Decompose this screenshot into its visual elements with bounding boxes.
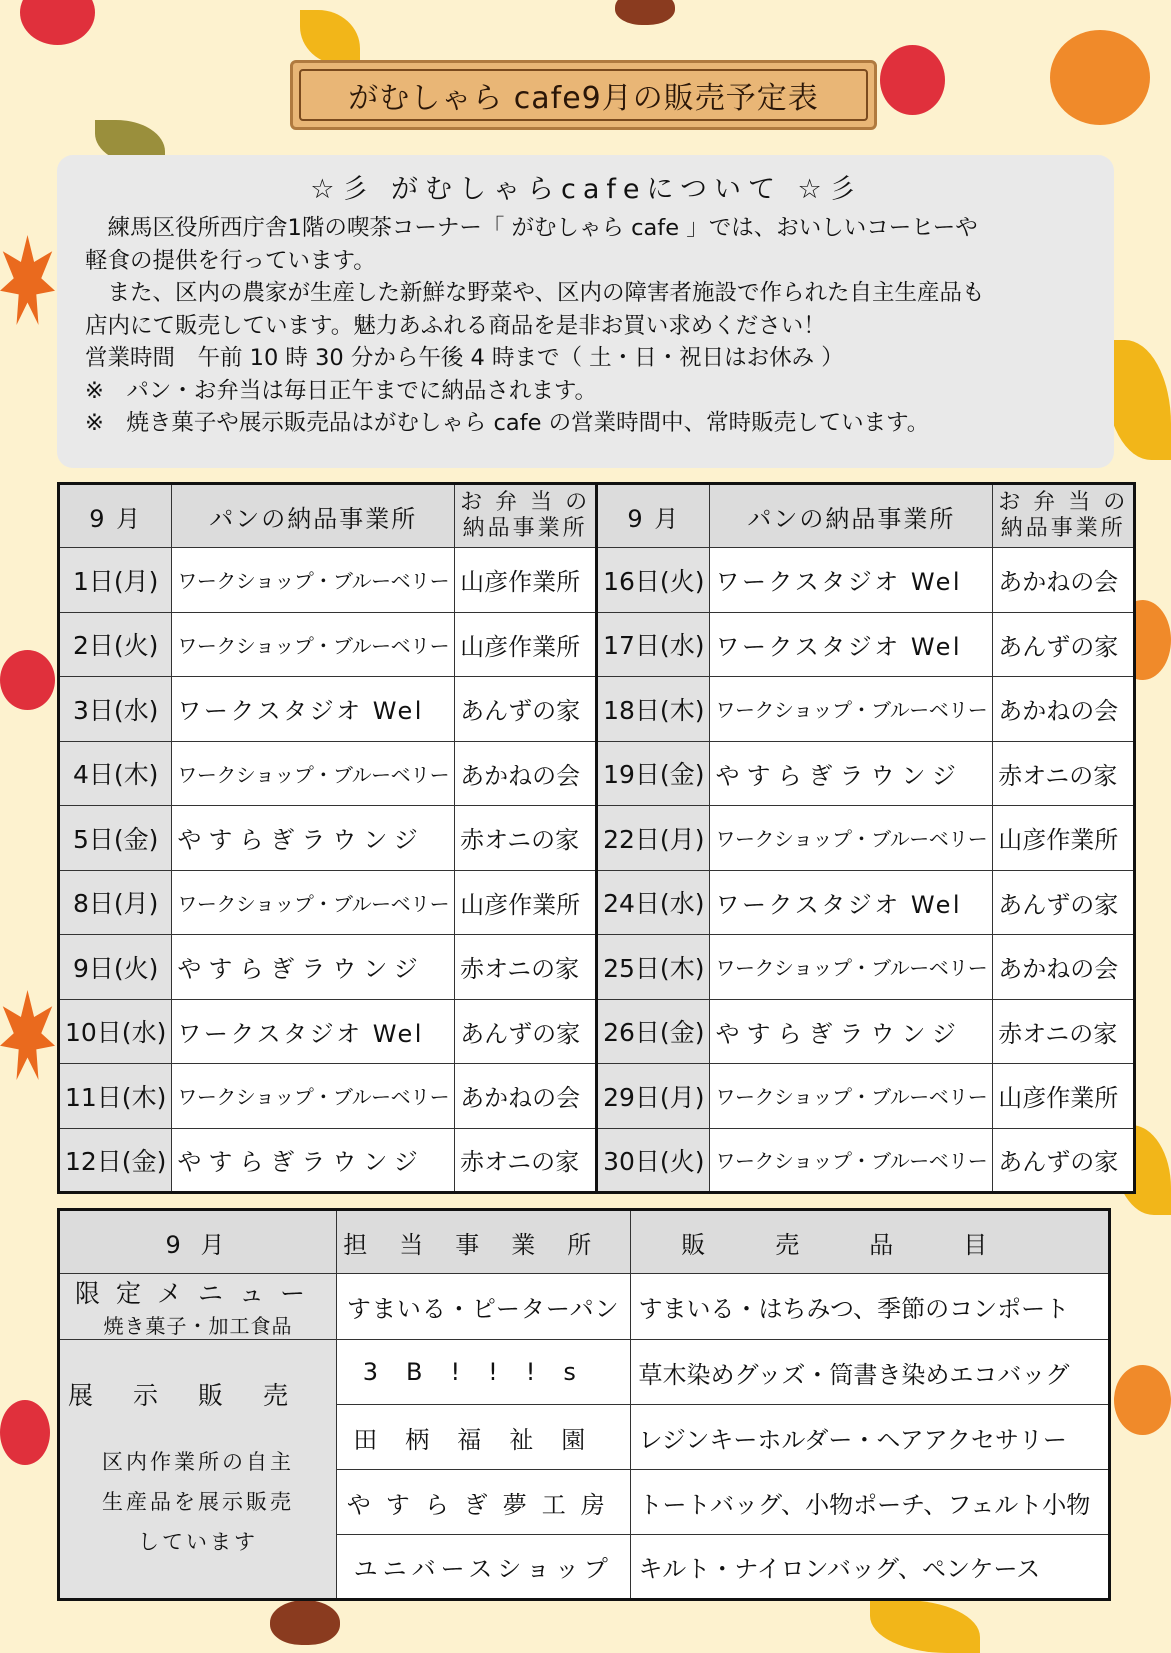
- day-cell: 18日(木): [597, 677, 710, 742]
- table-row: [59, 548, 1135, 613]
- bento-supplier-cell: 赤オニの家: [455, 1128, 597, 1193]
- bento-supplier-cell: あんずの家: [993, 612, 1135, 677]
- day-cell: 19日(金): [597, 741, 710, 806]
- bento-supplier-cell: あんずの家: [993, 1128, 1135, 1193]
- bread-supplier-cell: ワークショップ・ブルーベリー: [172, 1064, 455, 1129]
- day-cell: 10日(水): [59, 999, 172, 1064]
- table-header-row: [59, 484, 1135, 548]
- exhibit-sale-desc: しています: [138, 1530, 258, 1554]
- table-row: [59, 1064, 1135, 1129]
- day-cell: 11日(木): [59, 1064, 172, 1129]
- day-cell: 16日(火): [597, 548, 710, 613]
- bread-header: パンの納品事業所: [172, 484, 455, 548]
- table-row: [59, 806, 1135, 871]
- exhibit-sale-cell: [59, 1340, 337, 1600]
- bread-supplier-cell: ワークスタジオ Wel: [172, 999, 455, 1064]
- about-line: 軽食の提供を行っています。: [85, 247, 376, 274]
- month-header: 9 月: [597, 484, 710, 548]
- bread-supplier-cell: ワークスタジオ Wel: [710, 548, 993, 613]
- about-line: また、区内の農家が生産した新鮮な野菜や、区内の障害者施設で作られた自主生産品も: [107, 280, 985, 306]
- office-cell: すまいる・ピーターパン: [337, 1274, 631, 1340]
- about-hours: 営業時間 午前 10 時 30 分から午後 4 時まで（ 土・日・祝日はお休み ）: [85, 345, 844, 371]
- bread-supplier-cell: ワークスタジオ Wel: [172, 677, 455, 742]
- chestnut-decoration: [270, 1600, 340, 1645]
- bento-supplier-cell: 山彦作業所: [455, 548, 597, 613]
- bread-supplier-cell: やすらぎラウンジ: [172, 1128, 455, 1193]
- office-cell: やすらぎ夢工房: [337, 1470, 631, 1535]
- about-line: 練馬区役所西庁舎1階の喫茶コーナー「 がむしゃら cafe 」では、おいしいコーヒーや: [107, 215, 978, 241]
- bread-supplier-cell: ワークショップ・ブルーベリー: [172, 548, 455, 613]
- table-row: [59, 1128, 1135, 1193]
- tomato-decoration: [0, 650, 55, 710]
- day-cell: 17日(水): [597, 612, 710, 677]
- bento-supplier-cell: あんずの家: [993, 870, 1135, 935]
- bento-supplier-cell: 赤オニの家: [993, 741, 1135, 806]
- title-plate: [290, 60, 877, 130]
- month-header: 9 月: [59, 1210, 337, 1274]
- day-cell: 8日(月): [59, 870, 172, 935]
- office-cell: ユニバースショップ: [337, 1535, 631, 1600]
- bento-supplier-cell: あんずの家: [455, 999, 597, 1064]
- persimmon-decoration: [1050, 30, 1150, 125]
- table-row: [59, 677, 1135, 742]
- bento-supplier-cell: 山彦作業所: [455, 870, 597, 935]
- items-cell: キルト・ナイロンバッグ、ペンケース: [630, 1535, 1109, 1600]
- bento-header: お 弁 当 の 納品事業所: [455, 484, 597, 548]
- items-cell: すまいる・はちみつ、季節のコンポート: [630, 1274, 1109, 1340]
- tomato-decoration: [20, 0, 95, 45]
- bread-supplier-cell: ワークショップ・ブルーベリー: [710, 806, 993, 871]
- table-header-row: [59, 1210, 1110, 1274]
- exhibit-sale-title: 展示販売: [68, 1381, 329, 1410]
- limited-menu-cell: [59, 1274, 337, 1340]
- leaf-decoration: [1105, 340, 1171, 460]
- persimmon-decoration: [1114, 1365, 1171, 1435]
- limited-menu-title: 限定メニュー: [75, 1279, 322, 1308]
- day-cell: 29日(月): [597, 1064, 710, 1129]
- month-header: 9 月: [59, 484, 172, 548]
- tomato-decoration: [0, 1400, 50, 1465]
- exhibit-sale-desc: 区内作業所の自主: [102, 1450, 294, 1474]
- bread-supplier-cell: ワークショップ・ブルーベリー: [710, 677, 993, 742]
- day-cell: 4日(木): [59, 741, 172, 806]
- day-cell: 26日(金): [597, 999, 710, 1064]
- about-note: ※ パン・お弁当は毎日正午までに納品されます。: [85, 377, 598, 404]
- items-header: 販売品目: [630, 1210, 1109, 1274]
- items-cell: トートバッグ、小物ポーチ、フェルト小物: [630, 1470, 1109, 1535]
- table-row: [59, 935, 1135, 1000]
- bento-supplier-cell: あかねの会: [455, 741, 597, 806]
- day-cell: 5日(金): [59, 806, 172, 871]
- bread-supplier-cell: ワークショップ・ブルーベリー: [710, 1128, 993, 1193]
- office-cell: 田柄福祉園: [337, 1405, 631, 1470]
- table-row: [59, 741, 1135, 806]
- bento-header: お 弁 当 の 納品事業所: [993, 484, 1135, 548]
- limited-menu-subtitle: 焼き菓子・加工食品: [103, 1314, 293, 1338]
- items-cell: 草木染めグッズ・筒書き染めエコバッグ: [630, 1340, 1109, 1405]
- tomato-decoration: [880, 45, 945, 115]
- bread-supplier-cell: やすらぎラウンジ: [710, 741, 993, 806]
- page-title: がむしゃら cafe9月の販売予定表: [299, 69, 868, 121]
- about-note: ※ 焼き菓子や展示販売品はがむしゃら cafe の営業時間中、常時販売しています。: [85, 410, 930, 436]
- about-heading: ☆彡 がむしゃらcafeについて ☆彡: [310, 174, 863, 205]
- table-row: [59, 999, 1135, 1064]
- bread-supplier-cell: ワークショップ・ブルーベリー: [172, 741, 455, 806]
- bento-supplier-cell: 赤オニの家: [455, 935, 597, 1000]
- ginkgo-leaf-decoration: [300, 10, 360, 65]
- day-cell: 9日(火): [59, 935, 172, 1000]
- delivery-schedule-table: [57, 482, 1136, 1194]
- day-cell: 24日(水): [597, 870, 710, 935]
- office-header: 担当事業所: [337, 1210, 631, 1274]
- day-cell: 22日(月): [597, 806, 710, 871]
- bread-supplier-cell: ワークショップ・ブルーベリー: [710, 935, 993, 1000]
- bread-supplier-cell: ワークショップ・ブルーベリー: [710, 1064, 993, 1129]
- bread-supplier-cell: ワークショップ・ブルーベリー: [172, 870, 455, 935]
- leaf-decoration: [870, 1600, 980, 1653]
- about-line: 店内にて販売しています。魅力あふれる商品を是非お買い求めください！: [85, 312, 826, 339]
- bento-supplier-cell: あかねの会: [993, 548, 1135, 613]
- bento-supplier-cell: 山彦作業所: [993, 806, 1135, 871]
- exhibit-sale-desc: 生産品を展示販売: [102, 1490, 294, 1514]
- day-cell: 25日(木): [597, 935, 710, 1000]
- bento-supplier-cell: あかねの会: [993, 935, 1135, 1000]
- office-cell: 3B!!!s: [337, 1340, 631, 1405]
- about-box: [57, 155, 1114, 468]
- bread-header: パンの納品事業所: [710, 484, 993, 548]
- bento-supplier-cell: 赤オニの家: [993, 999, 1135, 1064]
- day-cell: 30日(火): [597, 1128, 710, 1193]
- bento-supplier-cell: 山彦作業所: [455, 612, 597, 677]
- bread-supplier-cell: ワークスタジオ Wel: [710, 870, 993, 935]
- bento-supplier-cell: 山彦作業所: [993, 1064, 1135, 1129]
- table-row: [59, 1340, 1110, 1405]
- bread-supplier-cell: ワークスタジオ Wel: [710, 612, 993, 677]
- day-cell: 2日(火): [59, 612, 172, 677]
- maple-leaf-decoration: [0, 990, 55, 1080]
- maple-leaf-decoration: [0, 235, 55, 325]
- table-row: [59, 1274, 1110, 1340]
- day-cell: 1日(月): [59, 548, 172, 613]
- items-cell: レジンキーホルダー・ヘアアクセサリー: [630, 1405, 1109, 1470]
- table-row: [59, 870, 1135, 935]
- day-cell: 12日(金): [59, 1128, 172, 1193]
- table-row: [59, 612, 1135, 677]
- bento-supplier-cell: あんずの家: [455, 677, 597, 742]
- bread-supplier-cell: やすらぎラウンジ: [172, 806, 455, 871]
- bento-supplier-cell: 赤オニの家: [455, 806, 597, 871]
- bento-supplier-cell: あかねの会: [455, 1064, 597, 1129]
- sales-items-table: [57, 1208, 1111, 1601]
- bread-supplier-cell: やすらぎラウンジ: [710, 999, 993, 1064]
- bento-supplier-cell: あかねの会: [993, 677, 1135, 742]
- bread-supplier-cell: やすらぎラウンジ: [172, 935, 455, 1000]
- day-cell: 3日(水): [59, 677, 172, 742]
- chestnut-decoration: [615, 0, 675, 25]
- bread-supplier-cell: ワークショップ・ブルーベリー: [172, 612, 455, 677]
